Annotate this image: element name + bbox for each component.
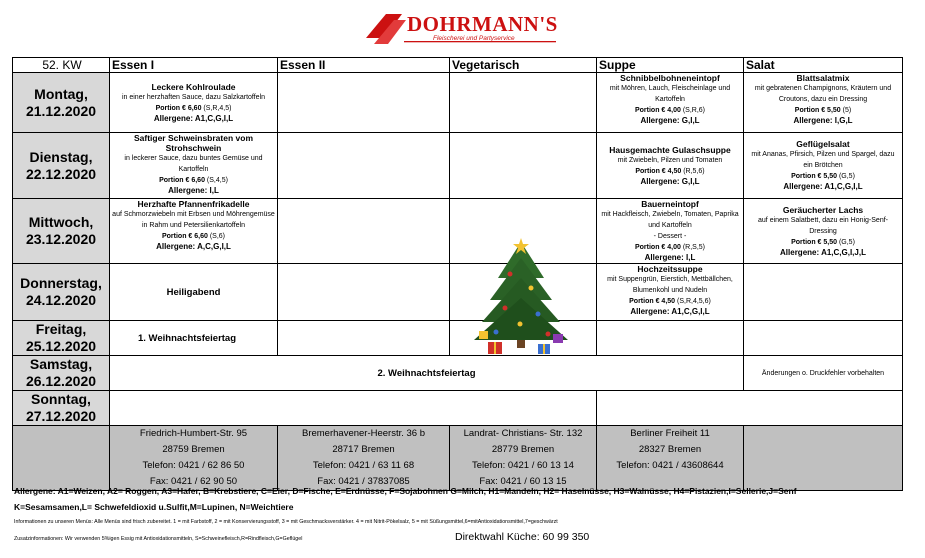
day-row-thursday bbox=[13, 264, 903, 321]
empty-cell bbox=[278, 133, 450, 199]
day-label-tuesday: Dienstag, 22.12.2020 bbox=[13, 133, 110, 199]
day-row-sunday bbox=[13, 391, 903, 426]
dish-essen1-tuesday: Saftiger Schweinsbraten vom Strohschwein in leckerer Sauce, dazu buntes Gemüse und Kartoffeln Portion € 6,60 (S,4,5) Allergene: I,L bbox=[110, 133, 278, 199]
empty-cell bbox=[744, 264, 903, 321]
empty-cell bbox=[110, 391, 597, 426]
day-label-monday: Montag, 21.12.2020 bbox=[13, 73, 110, 133]
col-essen-1: Essen I bbox=[110, 58, 278, 73]
dish-salat-monday: Blattsalatmix mit gebratenen Champignons, Kräutern und Croutons, dazu ein Dressing Portion € 5,50 (5) Allergene: I,G,L bbox=[744, 73, 903, 133]
day-label-sunday: Sonntag, 27.12.2020 bbox=[13, 391, 110, 426]
address-branch-1: Friedrich-Humbert-Str. 95 28759 Bremen Telefon: 0421 / 62 86 50 Fax: 0421 / 62 90 50 bbox=[110, 426, 278, 491]
day-row-tuesday bbox=[13, 133, 903, 199]
info-line-1: Informationen zu unseren Menüs: Alle Menüs sind frisch zubereitet. 1 = mit Farbstoff, 2 = mit Konservierungsstoff, 3 = mit Geschmacksverstärker. 4 = mit Nitrit-Pökelsalz, 5 = mit Süßungsmittel,6=mitAntioxidationsmittel,7=geschwärzt bbox=[14, 519, 558, 525]
empty-cell bbox=[744, 321, 903, 356]
dish-essen1-monday: Leckere Kohlroulade in einer herzhaften Sauce, dazu Salzkartoffeln Portion € 6,60 (S,R,4,5) Allergene: A1,C,G,I,L bbox=[110, 73, 278, 133]
dish-suppe-wednesday: Bauerneintopf mit Hackfleisch, Zwiebeln, Tomaten, Paprika und Kartoffeln - Dessert - Portion € 4,00 (R,S,5) Allergene: I,L bbox=[597, 199, 744, 264]
col-suppe: Suppe bbox=[597, 58, 744, 73]
address-branch-2: Bremerhavener-Heerstr. 36 b 28717 Bremen Telefon: 0421 / 63 11 68 Fax: 0421 / 37837085 bbox=[278, 426, 450, 491]
kitchen-direct-phone: Direktwahl Küche: 60 99 350 bbox=[455, 531, 590, 543]
empty-cell bbox=[450, 73, 597, 133]
dish-suppe-thursday: Hochzeitssuppe mit Suppengrün, Eierstich, Mettbällchen, Blumenkohl und Nudeln Portion € 4,50 (S,R,4,5,6) Allergene: A1,C,G,I,L bbox=[597, 264, 744, 321]
allergen-legend-line-1: Allergene: A1=Weizen, A2= Roggen, A3=Hafer, B=Krebstiere, C=Eier, D=Fische, E=Erdnüsse, F=Sojabohnen G=Milch, H1=Mandeln, H2= Haselnüsse, H3=Walnüsse, H4=Pistazien,I=Sellerie,J=Senf bbox=[14, 486, 797, 496]
info-line-2: Zusatzinformationen: Wir verwenden 5%igen Essig mit Antioxidationsmitteln, S=Schweinefleisch,R=Rindfleisch,G=Geflügel bbox=[14, 536, 303, 542]
header-row bbox=[13, 58, 903, 73]
day-row-friday bbox=[13, 321, 903, 356]
allergen-legend-line-2: K=Sesamsamen,L= Schwefeldioxid u.Sulfit,M=Lupinen, N=Weichtiere bbox=[14, 502, 294, 512]
empty-cell bbox=[278, 199, 450, 264]
christmas-tree-icon bbox=[468, 238, 574, 356]
dish-essen1-thursday: Heiligabend bbox=[110, 264, 278, 321]
day-label-thursday: Donnerstag, 24.12.2020 bbox=[13, 264, 110, 321]
col-vegetarisch: Vegetarisch bbox=[450, 58, 597, 73]
empty-cell bbox=[278, 321, 450, 356]
day-label-friday: Freitag, 25.12.2020 bbox=[13, 321, 110, 356]
day-row-monday bbox=[13, 73, 903, 133]
logo-tagline: Fleischerei und Partyservice bbox=[433, 35, 515, 42]
disclaimer-note: Änderungen o. Druckfehler vorbehalten bbox=[744, 356, 903, 391]
col-salat: Salat bbox=[744, 58, 903, 73]
empty-cell bbox=[597, 321, 744, 356]
empty-cell bbox=[450, 133, 597, 199]
dish-suppe-monday: Schnibbelbohneneintopf mit Möhren, Lauch, Fleischeinlage und Kartoffeln Portion € 4,00 (S,R,6) Allergene: G,I,L bbox=[597, 73, 744, 133]
dish-salat-wednesday: Geräucherter Lachs auf einem Salatbett, dazu ein Honig-Senf-Dressing Portion € 5,50 (G,5) Allergene: A1,C,G,I,J,L bbox=[744, 199, 903, 264]
dish-salat-tuesday: Geflügelsalat mit Ananas, Pfirsich, Pilzen und Spargel, dazu ein Brötchen Portion € 5,50 (G,5) Allergene: A1,C,G,I,L bbox=[744, 133, 903, 199]
address-row bbox=[13, 426, 903, 491]
dish-essen1-friday: 1. Weihnachtsfeiertag bbox=[110, 321, 278, 356]
day-label-wednesday: Mittwoch, 23.12.2020 bbox=[13, 199, 110, 264]
day-row-wednesday bbox=[13, 199, 903, 264]
empty-cell bbox=[278, 73, 450, 133]
day-row-saturday bbox=[13, 356, 903, 391]
col-essen-2: Essen II bbox=[278, 58, 450, 73]
week-number: 52. KW bbox=[13, 58, 110, 73]
holiday-saturday: 2. Weihnachtsfeiertag bbox=[110, 356, 744, 391]
empty-cell bbox=[597, 391, 903, 426]
menu-table bbox=[12, 57, 903, 491]
address-branch-3: Landrat- Christians- Str. 132 28779 Bremen Telefon: 0421 / 60 13 14 Fax: 0421 / 60 13 15 bbox=[450, 426, 597, 491]
dish-suppe-tuesday: Hausgemachte Gulaschsuppe mit Zwiebeln, Pilzen und Tomaten Portion € 4,50 (R,5,6) Allergene: G,I,L bbox=[597, 133, 744, 199]
address-branch-4: Berliner Freiheit 11 28327 Bremen Telefon: 0421 / 43608644 bbox=[597, 426, 744, 491]
address-empty bbox=[744, 426, 903, 491]
day-label-saturday: Samstag, 26.12.2020 bbox=[13, 356, 110, 391]
address-empty bbox=[13, 426, 110, 491]
empty-cell bbox=[278, 264, 450, 321]
logo-text: DOHRMANN'S bbox=[407, 12, 558, 36]
dish-essen1-wednesday: Herzhafte Pfannenfrikadelle auf Schmorzwiebeln mit Erbsen und Möhrengemüse in Rahm und Petersilienkartoffeln Portion € 6,60 (S,6) Allergene: A,C,G,I,L bbox=[110, 199, 278, 264]
